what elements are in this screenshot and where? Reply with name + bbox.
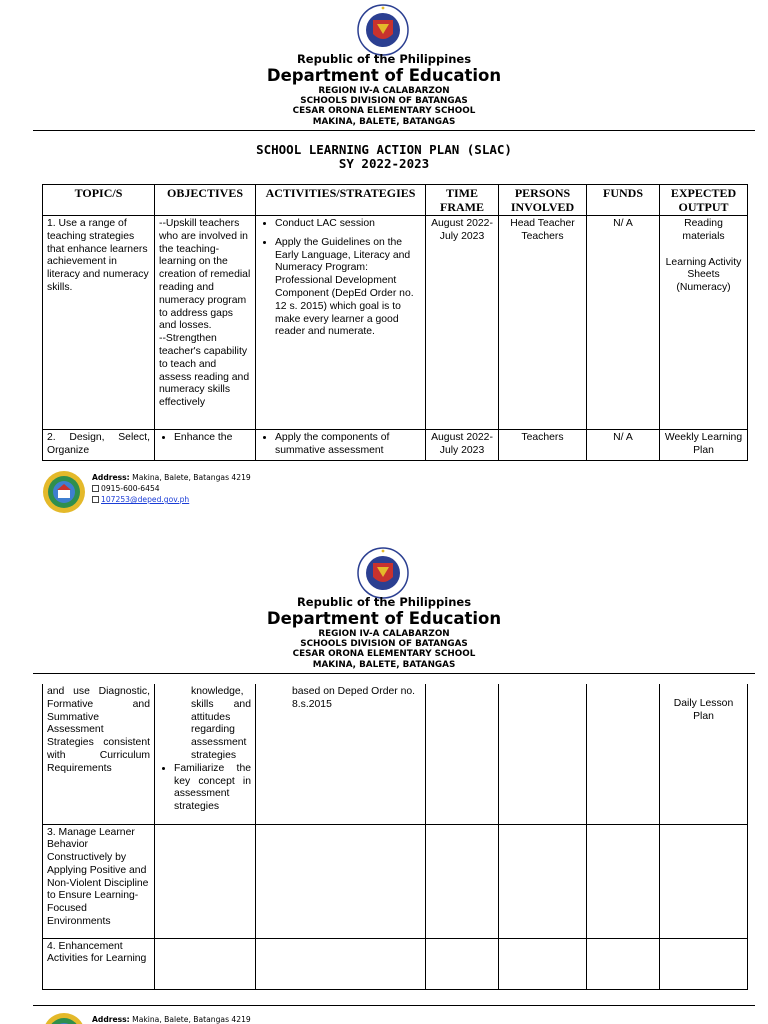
time-frame-cell [426,938,499,989]
time-frame-cell: August 2022- July 2023 [426,216,499,430]
school-logo-icon [42,1012,86,1024]
address-text: Makina, Balete, Batangas 4219 [132,1015,251,1024]
table-header-row [43,185,748,216]
activities-cell [256,938,426,989]
school-heading: CESAR ORONA ELEMENTARY SCHOOL [292,106,476,116]
activity-item: • Conduct LAC session [275,218,421,231]
region-heading: REGION IV-A CALABARZON [318,86,450,96]
persons-cell [499,938,587,989]
division-heading: SCHOOLS DIVISION OF BATANGAS [300,639,468,649]
activities-cell [256,430,426,461]
objectives-cell [155,938,256,989]
activities-cell [256,824,426,938]
persons-cell [499,824,587,938]
objectives-cell [155,684,256,824]
header-funds: FUNDS [587,185,660,216]
table-row [43,938,748,989]
department-heading: Department of Education [266,609,502,628]
output-item: Reading materials [682,218,725,242]
activity-continuation: based on Deped Order no. 8.s.2015 [292,686,416,710]
footer-contact [92,472,251,505]
funds-cell [587,938,660,989]
phone-text: 0915-600-6454 [101,484,160,493]
action-plan-table [42,184,748,461]
location-heading: MAKINA, BALETE, BATANGAS [312,660,456,670]
objectives-cell [155,824,256,938]
funds-cell [587,824,660,938]
table-row [43,824,748,938]
school-logo-icon [42,470,86,514]
output-cell [660,216,748,430]
header-divider [33,130,755,131]
activities-cell [256,216,426,430]
phone-icon [92,485,99,492]
time-frame-cell [426,684,499,824]
output-cell [660,824,748,938]
topic-cell: 4. Enhancement Activities for Learning [43,938,155,989]
deped-seal-icon [357,547,409,599]
header-objectives: OBJECTIVES [155,185,256,216]
page-footer [42,470,302,520]
school-heading: CESAR ORONA ELEMENTARY SCHOOL [292,649,476,659]
header-divider [33,673,755,674]
footer-contact [92,1014,251,1024]
funds-cell [587,684,660,824]
time-frame-cell: August 2022- July 2023 [426,430,499,461]
header-topics: TOPIC/S [43,185,155,216]
footer-divider [33,1005,755,1006]
topic-cell: 2. Design, Select, Organize [43,430,155,461]
funds-cell: N/ A [587,430,660,461]
address-label: Address: [92,1015,130,1024]
output-cell: Daily Lesson Plan [660,684,748,824]
email-icon [92,496,99,503]
activity-item: • Apply the Guidelines on the Early Language, Literacy and Numeracy Program: Professional Development Component (DepEd Order no. 12 s. 2015) which goal is to make every learner a good reader and numerate. [275,237,421,339]
action-plan-table-continued [42,684,748,990]
header-expected-output: EXPECTED OUTPUT [660,185,748,216]
topic-cell: 1. Use a range of teaching strategies that enhance learners achievement in literacy and numeracy skills. [43,216,155,430]
address-label: Address: [92,473,130,482]
page-footer [42,1012,302,1024]
funds-cell: N/ A [587,216,660,430]
activities-cell [256,684,426,824]
region-heading: REGION IV-A CALABARZON [318,629,450,639]
activity-item: • Apply the components of summative assessment [275,432,421,458]
table-row [43,430,748,461]
republic-heading: Republic of the Philippines [296,595,472,609]
persons-cell [499,684,587,824]
persons-cell: Teachers [499,430,587,461]
header-persons: PERSONS INVOLVED [499,185,587,216]
table-row [43,684,748,824]
header-time-frame: TIME FRAME [426,185,499,216]
output-cell: Weekly Learning Plan [660,430,748,461]
persons-cell: Head Teacher Teachers [499,216,587,430]
republic-heading: Republic of the Philippines [296,52,472,66]
objectives-cell [155,430,256,461]
output-item: Learning Activity Sheets (Numeracy) [665,256,742,294]
division-heading: SCHOOLS DIVISION OF BATANGAS [300,96,468,106]
deped-seal-icon [357,4,409,56]
document-title: SCHOOL LEARNING ACTION PLAN (SLAC) [256,142,512,157]
topic-cell: 3. Manage Learner Behavior Constructively by Applying Positive and Non-Violent Discipline to Ensure Learning-Focused Environments [43,824,155,938]
table-row [43,216,748,430]
objective-item: • Enhance the [174,432,251,445]
page-2 [0,540,768,1024]
topic-cell: and use Diagnostic, Formative and Summative Assessment Strategies consistent with Curriculum Requirements [43,684,155,824]
objective-continuation: knowledge, skills and attitudes regarding assessment strategies [191,686,251,761]
objective-item: • Familiarize the key concept in assessment strategies [174,763,251,814]
output-cell [660,938,748,989]
department-heading: Department of Education [266,66,502,85]
header-activities: ACTIVITIES/STRATEGIES [256,185,426,216]
school-year: SY 2022-2023 [338,156,430,171]
location-heading: MAKINA, BALETE, BATANGAS [312,117,456,127]
time-frame-cell [426,824,499,938]
email-link[interactable]: 107253@deped.gov.ph [101,495,190,504]
address-text: Makina, Balete, Batangas 4219 [132,473,251,482]
objectives-cell: --Upskill teachers who are involved in the teaching-learning on the creation of remedial reading and numeracy program to address gaps and losses. --Strengthen teacher's capability to teach and assess reading and numeracy skills effectively [155,216,256,430]
